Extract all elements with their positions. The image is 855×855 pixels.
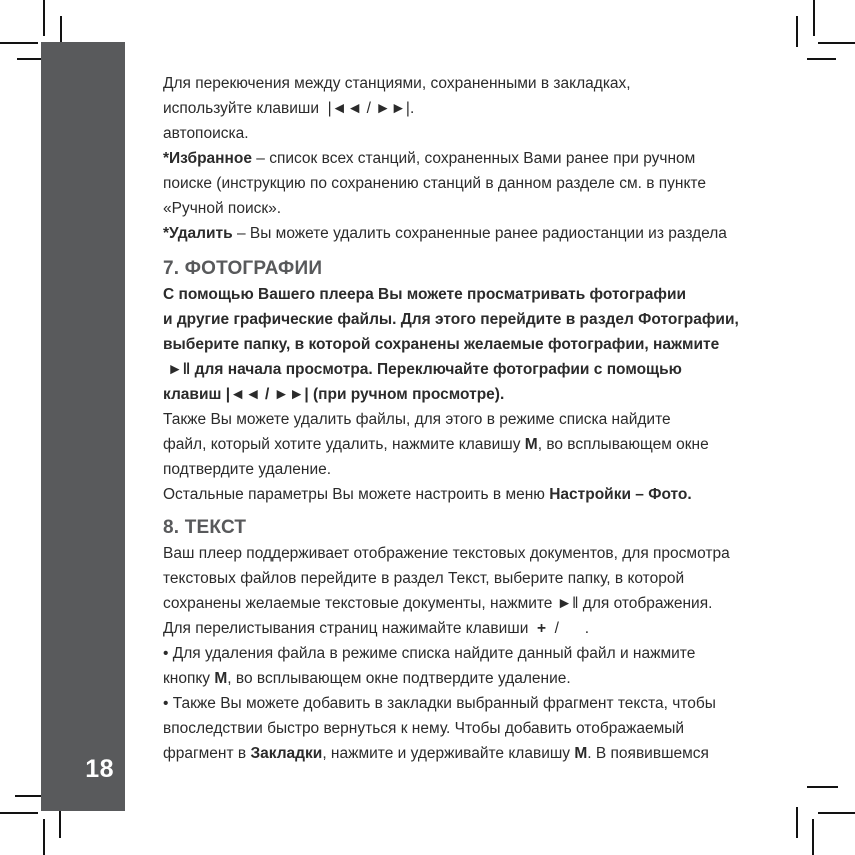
section-text <box>163 515 803 766</box>
bold-text-segment: + <box>536 620 547 637</box>
section-photos <box>163 256 803 507</box>
bold-text-segment: М <box>574 745 588 762</box>
text-line <box>163 282 803 307</box>
crop-mark <box>796 16 798 47</box>
text-segment: / . <box>546 620 590 637</box>
text-segment: текстовых файлов перейдите в раздел Текст, выберите папку, в которой <box>163 570 685 587</box>
section-heading-photos: 7. ФОТОГРАФИИ <box>163 258 323 279</box>
bold-text-segment: С помощью Вашего плеера Вы можете просматривать фотографии <box>163 286 687 303</box>
text-line <box>163 221 803 246</box>
text-segment: сохранены желаемые текстовые документы, нажмите ►‖ для отображения. <box>163 595 713 612</box>
text-segment: – Вы можете удалить сохраненные ранее радиостанции из раздела <box>232 225 727 242</box>
text-segment: автопоиска. <box>163 125 249 142</box>
text-line <box>163 482 803 507</box>
text-line <box>163 716 803 741</box>
text-line <box>163 591 803 616</box>
text-segment: Ваш плеер поддерживает отображение текстовых документов, для просмотра <box>163 545 730 562</box>
bold-text-segment: М <box>214 670 228 687</box>
text-line <box>163 71 803 96</box>
text-segment: • Для удаления файла в режиме списка найдите данный файл и нажмите <box>163 645 696 662</box>
section-photos-body <box>163 282 803 507</box>
bold-text-segment: выберите папку, в которой сохранены желаемые фотографии, нажмите <box>163 336 720 353</box>
crop-mark <box>818 812 855 814</box>
bold-text-segment: ►‖ для начала просмотра. Переключайте фотографии с помощью <box>163 361 682 378</box>
text-segment: поиске (инструкцию по сохранению станций в данном разделе см. в пункте <box>163 175 706 192</box>
text-segment: подтвердите удаление. <box>163 461 332 478</box>
text-line <box>163 407 803 432</box>
crop-mark <box>807 58 836 60</box>
bold-text-segment: и другие графические файлы. Для этого перейдите в раздел Фотографии, <box>163 311 739 328</box>
text-segment: используйте клавиши |◄◄ / ►►|. <box>163 100 415 117</box>
text-line <box>163 196 803 221</box>
text-segment: Также Вы можете удалить файлы, для этого в режиме списка найдите <box>163 411 671 428</box>
text-segment: фрагмент в <box>163 745 251 762</box>
text-line <box>163 332 803 357</box>
text-segment: Остальные параметры Вы можете настроить в меню <box>163 486 550 503</box>
text-segment: «Ручной поиск». <box>163 200 282 217</box>
section-text-body <box>163 541 803 766</box>
text-line <box>163 741 803 766</box>
text-line <box>163 457 803 482</box>
text-line <box>163 307 803 332</box>
crop-mark <box>0 812 38 814</box>
section-heading-text: 8. ТЕКСТ <box>163 517 247 538</box>
text-line <box>163 641 803 666</box>
text-segment: • Также Вы можете добавить в закладки выбранный фрагмент текста, чтобы <box>163 695 716 712</box>
bold-text-segment: клавиш |◄◄ / ►►| (при ручном просмотре). <box>163 386 505 403</box>
text-line <box>163 382 803 407</box>
text-segment: – список всех станций, сохраненных Вами ранее при ручном <box>251 150 696 167</box>
bold-text-segment: *Избранное <box>163 150 252 167</box>
text-line <box>163 541 803 566</box>
text-line <box>163 616 803 641</box>
crop-mark <box>807 786 838 788</box>
section-radio-bookmarks <box>163 71 803 246</box>
text-segment: , во всплывающем окне подтвердите удаление. <box>227 670 571 687</box>
text-line <box>163 432 803 457</box>
crop-mark <box>812 819 814 855</box>
text-segment: Для перекючения между станциями, сохраненными в закладках, <box>163 75 631 92</box>
text-segment: кнопку <box>163 670 215 687</box>
text-line <box>163 666 803 691</box>
text-line <box>163 171 803 196</box>
text-segment: впоследствии быстро вернуться к нему. Чтобы добавить отображаемый <box>163 720 685 737</box>
bold-text-segment: *Удалить <box>163 225 233 242</box>
crop-mark <box>796 807 798 838</box>
bold-text-segment: Настройки – Фото. <box>549 486 692 503</box>
bold-text-segment: Закладки <box>250 745 323 762</box>
text-segment: файл, который хотите удалить, нажмите клавишу <box>163 436 525 453</box>
page-number: 18 <box>85 755 114 783</box>
page-margin-bar <box>41 42 125 811</box>
text-segment: , во всплывающем окне <box>537 436 709 453</box>
crop-mark <box>813 0 815 36</box>
page-content <box>163 71 803 766</box>
text-segment: . В появившемся <box>587 745 709 762</box>
crop-mark <box>818 42 855 44</box>
crop-mark <box>43 819 45 855</box>
text-segment: Для перелистывания страниц нажимайте клавиши <box>163 620 537 637</box>
text-line <box>163 691 803 716</box>
text-line <box>163 96 803 121</box>
text-line <box>163 121 803 146</box>
text-line <box>163 566 803 591</box>
crop-mark <box>0 42 38 44</box>
crop-mark <box>43 0 45 36</box>
text-line <box>163 146 803 171</box>
crop-mark <box>59 807 61 838</box>
text-line <box>163 357 803 382</box>
text-segment: , нажмите и удерживайте клавишу <box>322 745 575 762</box>
bold-text-segment: М <box>524 436 538 453</box>
